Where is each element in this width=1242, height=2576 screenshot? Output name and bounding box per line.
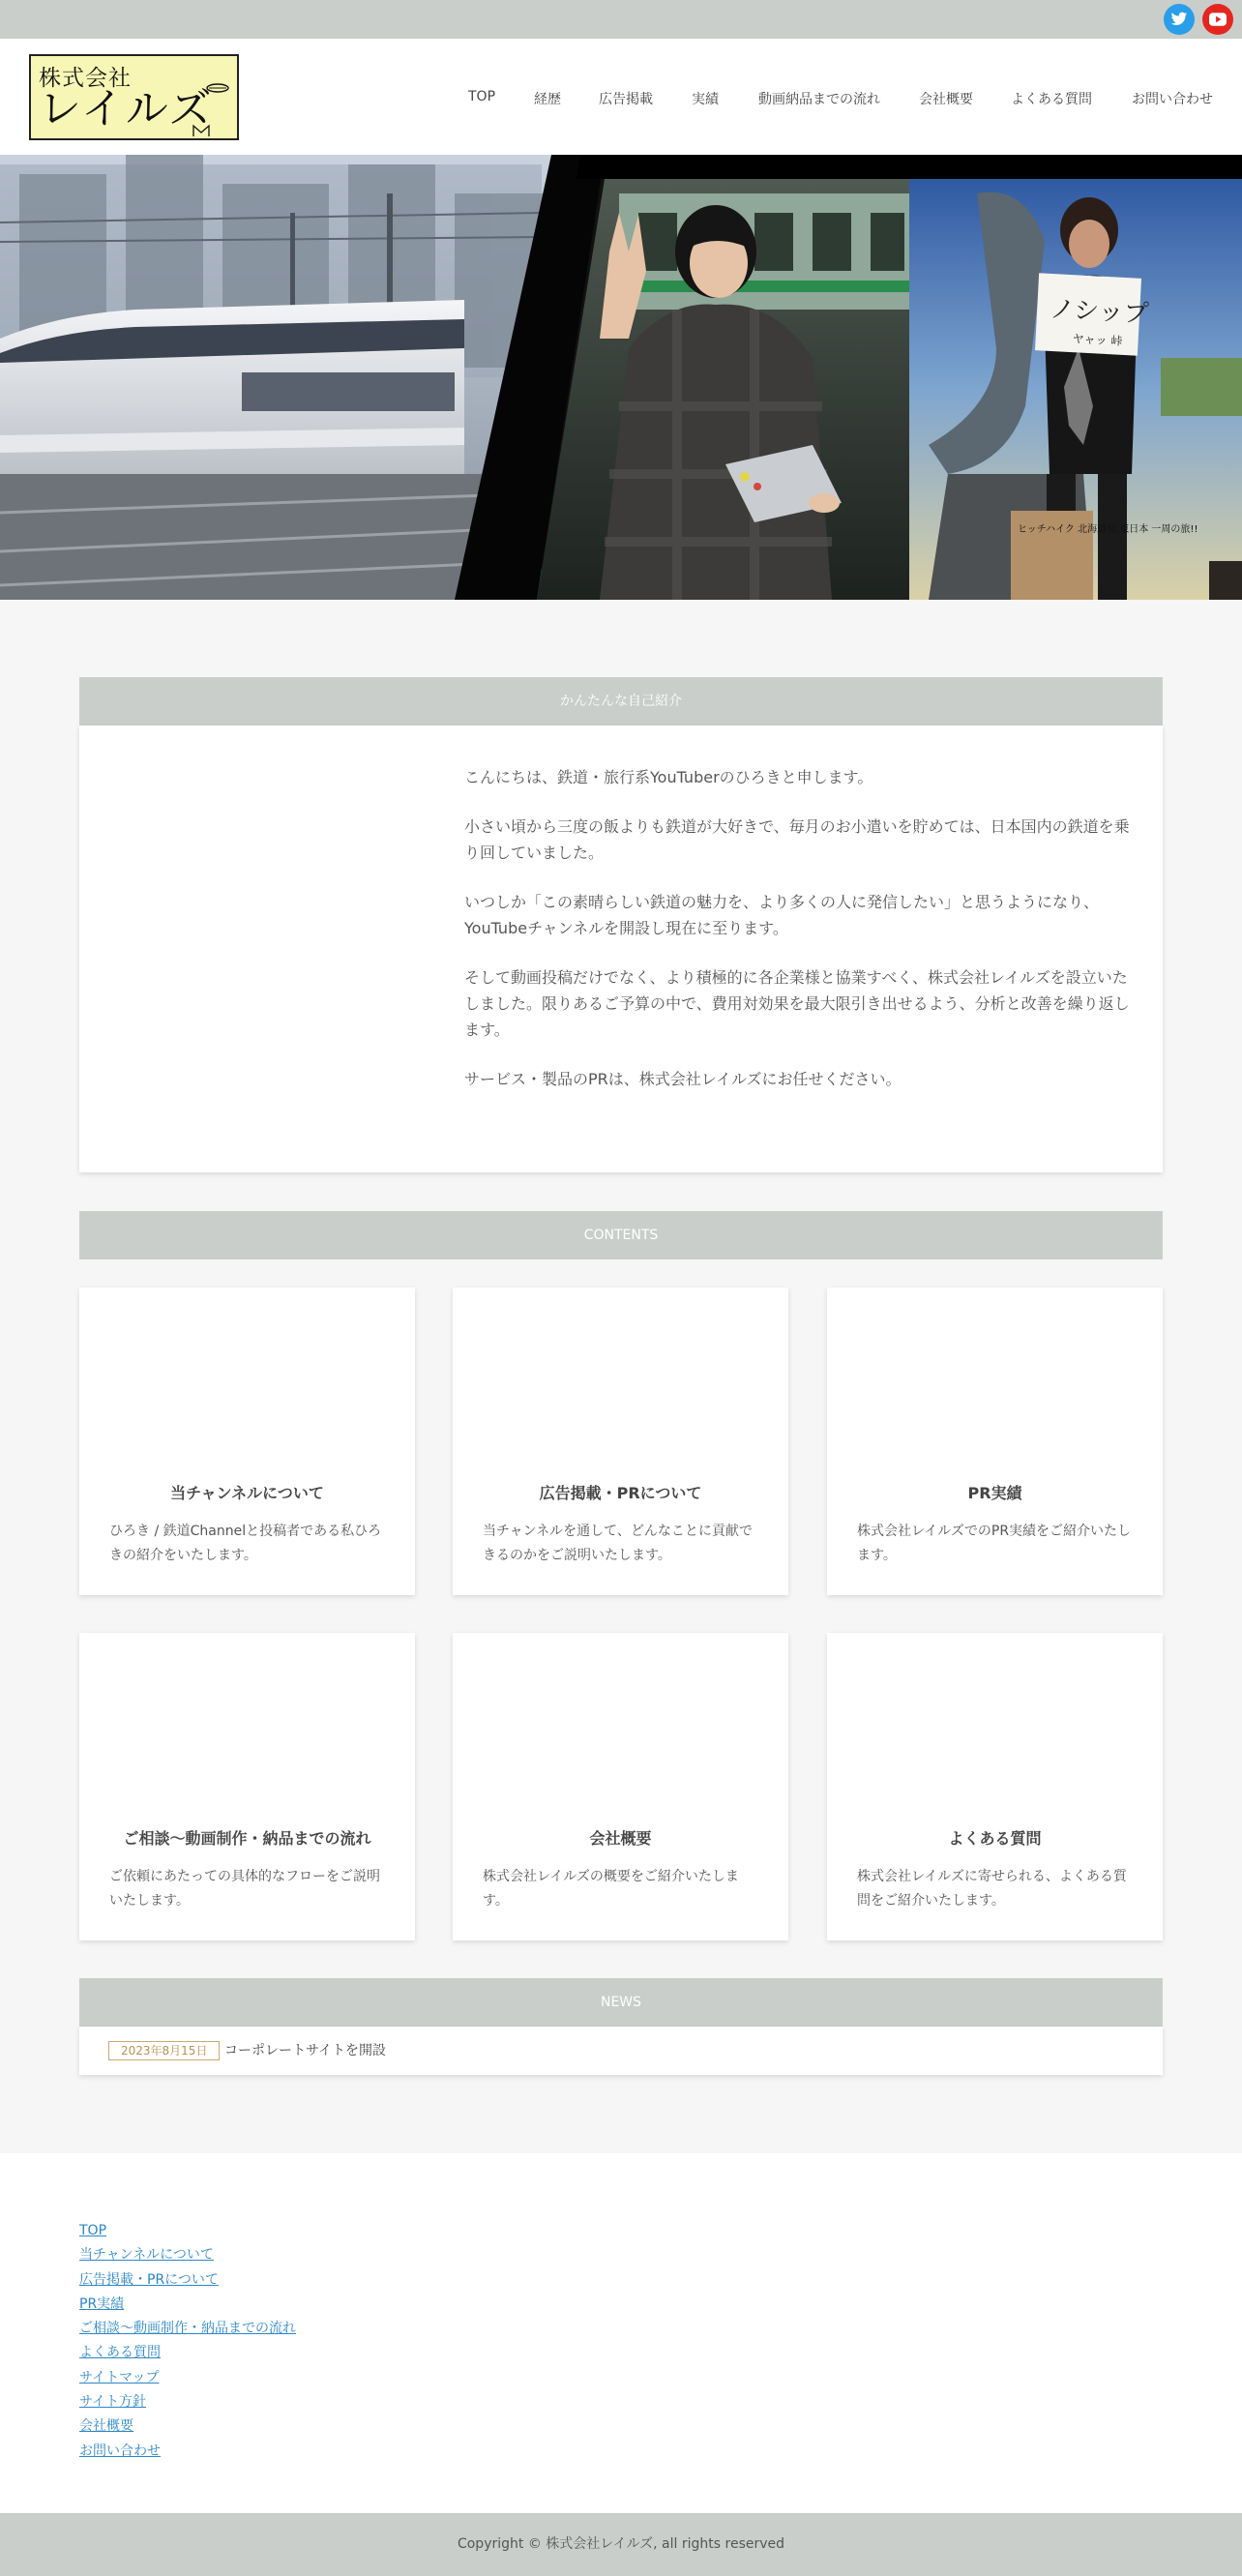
content-card-faq[interactable] [827, 1633, 1163, 1940]
footer-link-channel[interactable]: 当チャンネルについて [79, 2247, 214, 2264]
contents-heading: CONTENTS [79, 1211, 1163, 1259]
news-date-badge: 2023年8月15日 [108, 2041, 220, 2060]
footer-link-advertising[interactable]: 広告掲載・PRについて [79, 2271, 219, 2288]
footer-link-contact[interactable]: お問い合わせ [79, 2443, 161, 2459]
footer-link-policy[interactable]: サイト方針 [79, 2394, 147, 2411]
site-footer [0, 2153, 1242, 2513]
card-title: PR実績 [967, 1484, 1022, 1502]
nav-item-faq[interactable]: よくある質問 [1011, 92, 1092, 107]
intro-paragraph: いつしか「この素晴らしい鉄道の魅力を、より多くの人に発信したい」と思うようになり、YouTubeチャンネルを開設し現在に至ります。 [464, 893, 1100, 937]
intro-panel [79, 725, 1163, 1172]
intro-paragraph: サービス・製品のPRは、株式会社レイルズにお任せください。 [464, 1070, 902, 1088]
content-card-flow[interactable] [79, 1633, 415, 1940]
content-card-results[interactable] [827, 1288, 1163, 1595]
footer-link-faq[interactable]: よくある質問 [79, 2345, 161, 2361]
twitter-icon[interactable] [1164, 4, 1195, 35]
top-social-bar [0, 0, 1242, 39]
footer-link-sitemap[interactable]: サイトマップ [79, 2369, 160, 2385]
card-description: 株式会社レイルズの概要をご紹介いたします。 [483, 1869, 739, 1909]
content-card-channel[interactable] [79, 1288, 415, 1595]
footer-nav [79, 2219, 296, 2464]
nav-item-company[interactable]: 会社概要 [919, 92, 973, 107]
svg-text:ノシップ: ノシップ [1049, 294, 1150, 330]
card-description: 株式会社レイルズでのPR実績をご紹介いたします。 [857, 1524, 1132, 1563]
card-description: ご依頼にあたっての具体的なフローをご説明いたします。 [109, 1869, 380, 1909]
company-logo[interactable] [29, 54, 239, 140]
nav-item-contact[interactable]: お問い合わせ [1132, 92, 1213, 107]
card-title: 広告掲載・PRについて [539, 1484, 702, 1502]
card-title: よくある質問 [948, 1829, 1042, 1848]
intro-text [464, 764, 1132, 1115]
card-title: 会社概要 [589, 1829, 652, 1848]
copyright-bar: Copyright © 株式会社レイルズ, all rights reserved [0, 2513, 1242, 2576]
card-description: ひろき / 鉄道Channelと投稿者である私ひろきの紹介をいたします。 [109, 1524, 382, 1563]
card-description: 当チャンネルを通して、どんなことに貢献できるのかをご説明いたします。 [483, 1524, 753, 1563]
logo-train-doodle-icon [205, 81, 230, 95]
intro-heading: かんたんな自己紹介 [79, 677, 1163, 725]
nav-item-advertising[interactable]: 広告掲載 [599, 92, 653, 107]
news-heading: NEWS [79, 1978, 1163, 2027]
card-title: ご相談〜動画制作・納品までの流れ [123, 1829, 371, 1848]
footer-link-results[interactable]: PR実績 [79, 2295, 125, 2312]
logo-subtitle: 株式会社 [39, 66, 132, 91]
news-panel [79, 2027, 1163, 2075]
footer-link-top[interactable]: TOP [79, 2223, 107, 2238]
youtube-icon[interactable] [1202, 4, 1233, 35]
footer-link-company[interactable]: 会社概要 [79, 2418, 133, 2435]
footer-link-flow[interactable]: ご相談〜動画制作・納品までの流れ [79, 2321, 296, 2337]
hero-sign [1035, 273, 1149, 355]
hero-collage-image [0, 155, 1242, 600]
logo-m-mark-icon [192, 124, 211, 137]
nav-item-results[interactable]: 実績 [692, 92, 719, 107]
intro-paragraph: 小さい頃から三度の飯よりも鉄道が大好きで、毎月のお小遣いを貯めては、日本国内の鉄道を乗り回していました。 [464, 817, 1130, 862]
hero-banner [0, 155, 1242, 600]
nav-item-career[interactable]: 経歴 [534, 92, 561, 107]
content-card-company[interactable] [453, 1633, 788, 1940]
intro-paragraph: そして動画投稿だけでなく、より積極的に各企業様と協業すべく、株式会社レイルズを設立いたしました。限りあるご予算の中で、費用対効果を最大限引き出せるよう、分析と改善を繰り返します。 [464, 968, 1130, 1039]
intro-paragraph: こんにちは、鉄道・旅行系YouTuberのひろきと申します。 [464, 768, 873, 786]
site-header [0, 39, 1242, 155]
logo-title: レイルズ [39, 84, 214, 133]
card-title: 当チャンネルについて [170, 1484, 324, 1502]
nav-item-delivery-flow[interactable]: 動画納品までの流れ [758, 92, 880, 107]
news-item-link[interactable]: コーポレートサイトを開設 [224, 2043, 387, 2058]
content-card-advertising[interactable] [453, 1288, 788, 1595]
nav-item-top[interactable]: TOP [468, 89, 496, 104]
card-description: 株式会社レイルズに寄せられる、よくある質問をご紹介いたします。 [857, 1869, 1127, 1909]
svg-text:ヤャッ 峠: ヤャッ 峠 [1072, 332, 1123, 348]
svg-text:ヒッチハイク 北海道発 東日本 一周の旅!!: ヒッチハイク 北海道発 東日本 一周の旅!! [1018, 524, 1198, 535]
